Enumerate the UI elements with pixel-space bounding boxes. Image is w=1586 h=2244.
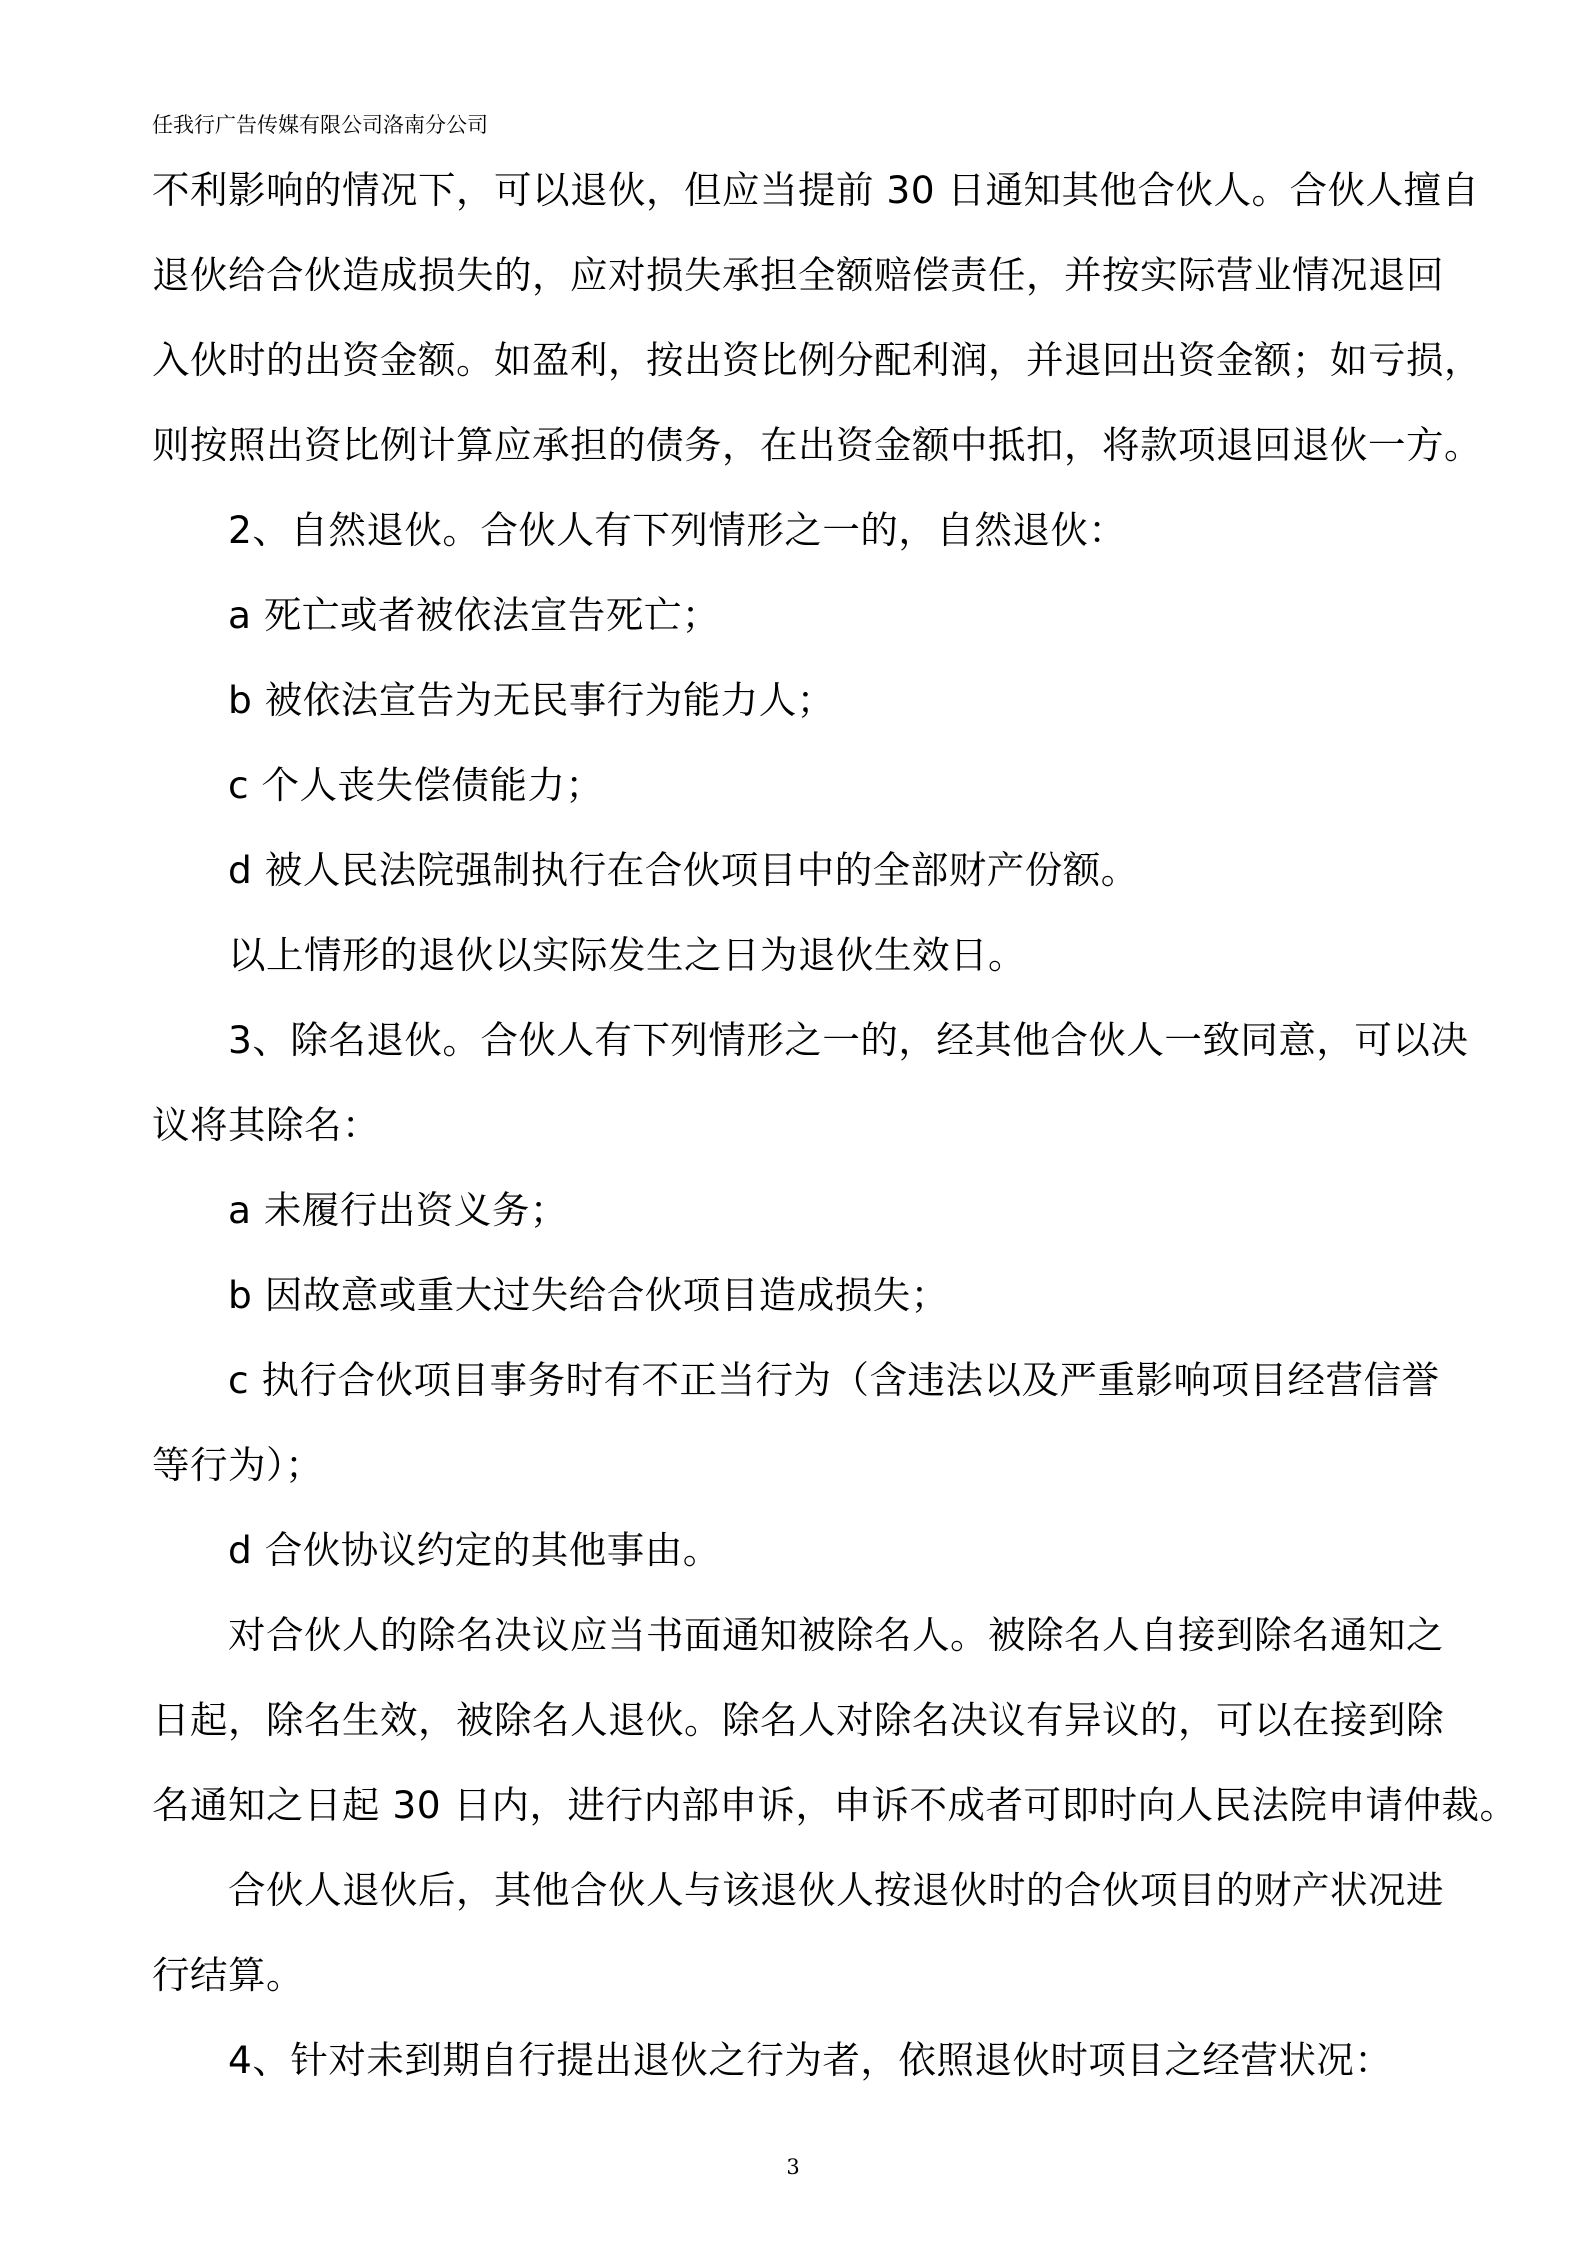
text-line: 合伙人退伙后，其他合伙人与该退伙人按退伙时的合伙项目的财产状况进 bbox=[228, 1868, 1444, 1912]
document-body bbox=[152, 148, 1518, 2103]
text-line: a 死亡或者被依法宣告死亡； bbox=[228, 593, 720, 637]
text-line: c 个人丧失偿债能力； bbox=[228, 763, 604, 807]
text-line: 不利影响的情况下，可以退伙，但应当提前 30 日通知其他合伙人。合伙人擅自 bbox=[152, 168, 1480, 212]
text-line: 4、针对未到期自行提出退伙之行为者，依照退伙时项目之经营状况： bbox=[228, 2038, 1393, 2082]
text-line: b 被依法宣告为无民事行为能力人； bbox=[228, 678, 835, 722]
text-line: 等行为）； bbox=[152, 1443, 324, 1487]
text-line: 名通知之日起 30 日内，进行内部申诉，申诉不成者可即时向人民法院申请仲裁。 bbox=[152, 1783, 1518, 1827]
text-line: a 未履行出资义务； bbox=[228, 1188, 568, 1232]
text-line: d 合伙协议约定的其他事由。 bbox=[228, 1528, 721, 1572]
text-line: 以上情形的退伙以实际发生之日为退伙生效日。 bbox=[228, 933, 1026, 977]
text-line: b 因故意或重大过失给合伙项目造成损失； bbox=[228, 1273, 949, 1317]
text-line: 对合伙人的除名决议应当书面通知被除名人。被除名人自接到除名通知之 bbox=[228, 1613, 1444, 1657]
text-line: 行结算。 bbox=[152, 1953, 304, 1997]
text-line: d 被人民法院强制执行在合伙项目中的全部财产份额。 bbox=[228, 848, 1139, 892]
text-line: 日起，除名生效，被除名人退伙。除名人对除名决议有异议的，可以在接到除 bbox=[152, 1698, 1444, 1742]
page-header-company: 任我行广告传媒有限公司洛南分公司 bbox=[152, 113, 488, 137]
text-line: c 执行合伙项目事务时有不正当行为（含违法以及严重影响项目经营信誉 bbox=[228, 1358, 1440, 1402]
page-number: 3 bbox=[786, 2155, 800, 2179]
text-line: 退伙给合伙造成损失的，应对损失承担全额赔偿责任，并按实际营业情况退回 bbox=[152, 253, 1444, 297]
text-line: 2、自然退伙。合伙人有下列情形之一的，自然退伙： bbox=[228, 508, 1127, 552]
text-line: 入伙时的出资金额。如盈利，按出资比例分配利润，并退回出资金额；如亏损， bbox=[152, 338, 1482, 382]
text-line: 3、除名退伙。合伙人有下列情形之一的，经其他合伙人一致同意，可以决 bbox=[228, 1018, 1469, 1062]
text-line: 议将其除名： bbox=[152, 1103, 380, 1147]
text-line: 则按照出资比例计算应承担的债务，在出资金额中抵扣，将款项退回退伙一方。 bbox=[152, 423, 1482, 467]
